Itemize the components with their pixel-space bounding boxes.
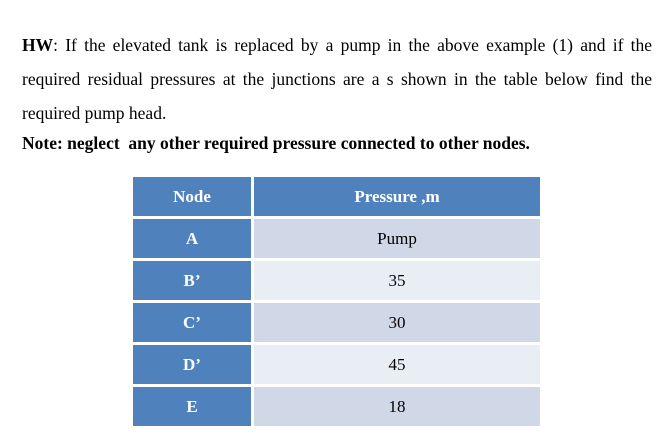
header-pressure: Pressure ,m [254,177,540,216]
hw-label: HW [22,35,54,55]
node-cell: E [133,387,251,426]
pressure-cell: 35 [254,261,540,300]
node-cell: D’ [133,345,251,384]
table-row [133,387,540,426]
pressure-cell: 45 [254,345,540,384]
table-row [133,345,540,384]
table-row [133,219,540,258]
pressure-cell: 30 [254,303,540,342]
pressure-cell: 18 [254,387,540,426]
node-cell: B’ [133,261,251,300]
table-row [133,303,540,342]
node-cell: C’ [133,303,251,342]
header-node: Node [133,177,251,216]
pressure-table [130,174,543,429]
note-text: Note: neglect any other required pressure connected to other nodes. [22,133,530,153]
pressure-cell: Pump [254,219,540,258]
table-header-row [133,177,540,216]
homework-paragraph [22,28,652,130]
homework-text: : If the elevated tank is replaced by a pump in the above example (1) and if the required residual pressures at the junctions are a s shown in the table below find the required pump head. [22,35,652,123]
node-cell: A [133,219,251,258]
table-row [133,261,540,300]
